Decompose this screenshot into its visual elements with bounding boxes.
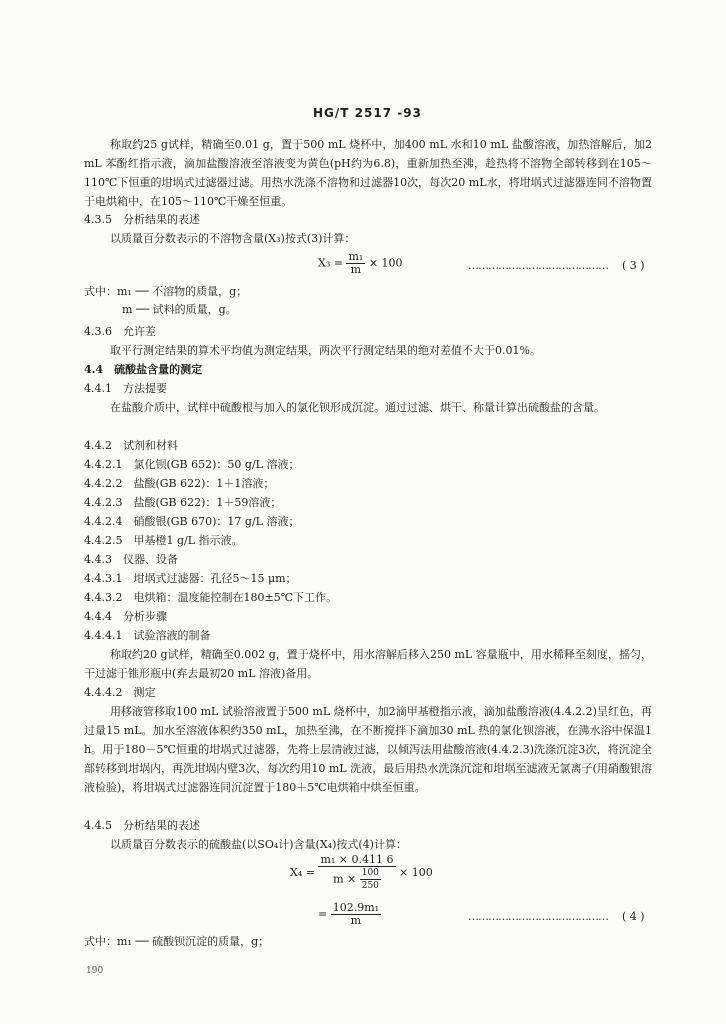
section-4-3-5-heading: 4.3.5 分析结果的表述	[84, 213, 200, 226]
reagent-4-4-2-4: 4.4.2.4 硝酸银(GB 670)：17 g/L 溶液；	[84, 515, 300, 528]
equipment-4-4-3-1: 4.4.3.1 坩埚式过滤器：孔径5～15 μm；	[84, 572, 297, 585]
formula-3-leader-dots: ……………………………………	[468, 259, 608, 272]
section-4-3-6-heading: 4.3.6 允许差	[84, 325, 156, 338]
reagent-4-4-2-5: 4.4.2.5 甲基橙1 g/L 指示液。	[84, 534, 243, 547]
paragraph-4-4-5: 以质量百分数表示的硫酸盐(以SO₄计)含量(X₄)按式(4)计算：	[110, 838, 407, 851]
section-4-4-4-heading: 4.4.4 分析步骤	[84, 610, 167, 623]
section-4-4-5-heading: 4.4.5 分析结果的表述	[84, 819, 200, 832]
formula-4-simplified: = $\frac{\text{102.9m₁}}{m}$	[318, 901, 380, 927]
formula-4-number: ( 4 )	[622, 910, 645, 923]
formula-3-lhs: X₃ =	[318, 256, 343, 270]
reagent-4-4-2-2: 4.4.2.2 盐酸(GB 622)：1＋1溶液；	[84, 477, 275, 490]
formula-4-inner-fraction: $\frac{100}{250}$	[361, 868, 379, 891]
section-4-4-heading: 4.4 硫酸盐含量的测定	[84, 363, 203, 376]
paragraph-4-4-4-2: 用移液管移取100 mL 试验溶液置于500 mL 烧杯中，加2滴甲基橙指示液，滴加盐酸溶液(4.4.2.2)呈红色，再过量15 mL。加水至溶液体积约350 mL，加热至沸，在不断搅拌下滴加30 mL 热的氯化钡溶液，在沸水浴中保温1 h。用于180－5℃恒重的坩埚式过滤器，先将上层清液过滤，以倾泻法用盐酸溶液(4.4.2.3)洗涤沉淀3次，将沉淀全部转移到坩埚内，再洗坩埚内壁3次，每次约用10 mL 洗液，最后用热水洗涤沉淀和坩埚至滤液无氯离子(用硝酸银溶液检验)，将坩埚式过滤器连同沉淀置于180＋5℃电烘箱中烘至恒重。	[84, 705, 652, 794]
formula-3-fraction: $\frac{\text{m₁}}{m}$	[348, 250, 364, 276]
formula-4-leader-dots: ……………………………………	[468, 910, 608, 923]
paragraph-4-4-1: 在盐酸介质中，试样中硫酸根与加入的氯化钡形成沉淀。通过过滤、烘干、称量计算出硫酸盐的含量。	[110, 401, 605, 414]
reagent-4-4-2-3: 4.4.2.3 盐酸(GB 622)：1＋59溶液；	[84, 496, 282, 509]
formula-4-rhs: × 100	[399, 866, 433, 879]
equipment-4-4-3-2: 4.4.3.2 电烘箱：温度能控制在180±5℃下工作。	[84, 591, 337, 604]
formula-4	[290, 854, 433, 892]
paragraph-4-3-6: 取平行测定结果的算术平均值为测定结果，两次平行测定结果的绝对差值不大于0.01%。	[110, 344, 541, 357]
section-4-4-1-heading: 4.4.1 方法提要	[84, 382, 167, 395]
paragraph-insoluble-procedure: 称取约25 g试样，精确至0.01 g，置于500 mL 烧杯中，加400 mL 水和10 mL 盐酸溶液，加热溶解后，加2 mL 苯酚红指示液，滴加盐酸溶液至溶液变为黄色(pH约为6.8)，重新加热至沸，趁热将不溶物全部转移到在105～110℃下恒重的坩埚式过滤器过滤。用热水洗涤不溶物和过滤器10次，每次20 mL水，将坩埚式过滤器连同不溶物置于电烘箱中，在105～110℃干燥至恒重。	[84, 138, 652, 208]
section-4-4-4-1-heading: 4.4.4.1 试验溶液的制备	[84, 629, 211, 642]
where-3-line-1: 式中：m₁ ── 不溶物的质量，g；	[84, 285, 248, 298]
reagent-4-4-2-1: 4.4.2.1 氯化钡(GB 652)：50 g/L 溶液；	[84, 458, 300, 471]
formula-3	[318, 251, 403, 276]
formula-4-fraction: m₁ × 0.411 6 m × $\frac{100}{250}$	[320, 853, 394, 891]
page-number: 190	[86, 966, 104, 976]
where-4-line-1: 式中：m₁ ── 硫酸钡沉淀的质量，g；	[84, 935, 270, 948]
formula-4-lhs: X₄ =	[290, 866, 315, 879]
section-4-4-4-2-heading: 4.4.4.2 测定	[84, 686, 156, 699]
formula-3-rhs: × 100	[368, 256, 403, 270]
document-header: HG/T 2517 -93	[313, 106, 422, 120]
formula-3-number: ( 3 )	[622, 259, 645, 272]
paragraph-4-4-4-1: 称取约20 g试样，精确至0.002 g，置于烧杯中，用水溶解后移入250 mL 容量瓶中，用水稀释至刻度，摇匀，干过滤于锥形瓶中(弃去最初20 mL 溶液)备用。	[84, 648, 652, 680]
where-3-line-2: m ── 试料的质量，g。	[122, 303, 237, 316]
paragraph-4-3-5: 以质量百分数表示的不溶物含量(X₃)按式(3)计算：	[110, 232, 356, 245]
section-4-4-3-heading: 4.4.3 仪器、设备	[84, 553, 178, 566]
formula-4-simplified-fraction: $\frac{\text{102.9m₁}}{m}$	[332, 901, 380, 927]
section-4-4-2-heading: 4.4.2 试剂和材料	[84, 439, 178, 452]
